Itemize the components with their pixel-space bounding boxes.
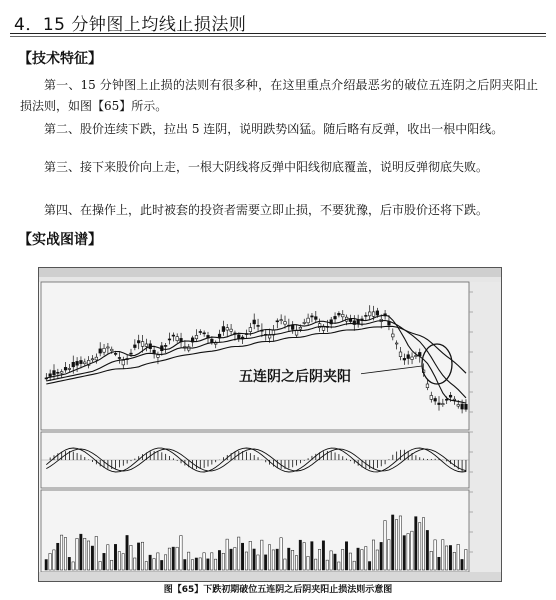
volume-bar <box>276 549 278 570</box>
volume-bar <box>453 552 455 570</box>
section-heading-tech: 【技术特征】 <box>18 51 102 67</box>
candle-body <box>110 349 113 351</box>
candle-body <box>164 345 167 346</box>
volume-bar <box>303 543 305 570</box>
candle-body <box>411 357 414 359</box>
paragraph-3: 第三、接下来股价向上走，一根大阴线将反弹中阳线彻底覆盖，说明反弹彻底失败。 <box>44 160 489 174</box>
volume-bar <box>341 549 343 570</box>
volume-bar <box>261 540 263 570</box>
candle-body <box>315 317 318 320</box>
candle-body <box>457 405 460 407</box>
title-rule-secondary <box>10 36 546 37</box>
volume-bar <box>264 555 266 570</box>
candle-body <box>118 357 121 358</box>
volume-bar <box>434 540 436 570</box>
volume-bar <box>164 555 166 570</box>
paragraph-1: 第一、15 分钟图上止损的法则有很多种，在这里重点介绍最恶劣的破位五连阴之后阴夹阳止损法则，如图【65】所示。 <box>20 78 538 113</box>
volume-bar <box>334 554 336 570</box>
volume-bar <box>268 545 270 570</box>
candle-body <box>214 343 217 344</box>
volume-bar <box>176 547 178 570</box>
volume-bar <box>249 541 251 570</box>
candle-body <box>57 372 60 373</box>
volume-bar <box>357 548 359 570</box>
candle-body <box>53 371 56 375</box>
volume-bar <box>353 561 355 570</box>
candle-body <box>157 355 160 357</box>
volume-bar <box>226 539 228 570</box>
candle-body <box>64 367 67 370</box>
candle-body <box>276 321 279 322</box>
volume-bar <box>130 545 132 570</box>
volume-bar <box>103 553 105 570</box>
candle-body <box>137 341 140 343</box>
volume-bar <box>172 547 174 570</box>
volume-bar <box>411 531 413 570</box>
volume-bar <box>141 542 143 570</box>
volume-bar <box>365 547 367 570</box>
annotation-leader <box>359 366 422 374</box>
volume-bar <box>442 540 444 570</box>
volume-bar <box>368 562 370 570</box>
volume-bar <box>426 530 428 570</box>
volume-bar <box>238 537 240 570</box>
candle-body <box>72 362 75 366</box>
volume-bar <box>168 548 170 570</box>
candle-body <box>438 403 441 405</box>
volume-bar <box>95 536 97 570</box>
chart-toolbar-lower <box>39 277 501 282</box>
volume-bar <box>403 536 405 570</box>
figure-caption: 图【65】下跌初期破位五连阴之后阴夹阳止损法则示意图 <box>163 585 393 595</box>
volume-bar <box>149 555 151 570</box>
candle-body <box>465 404 468 409</box>
candle-body <box>399 352 402 357</box>
volume-bar <box>107 545 109 570</box>
candle-body <box>168 339 171 340</box>
candle-body <box>153 350 156 353</box>
volume-bar <box>399 516 401 570</box>
candle-body <box>461 404 464 409</box>
candle-body <box>338 313 341 315</box>
title-rule <box>10 33 546 34</box>
volume-bar <box>241 543 243 570</box>
volume-bar <box>110 560 112 570</box>
volume-bar <box>126 535 128 570</box>
volume-bar <box>384 521 386 570</box>
volume-bar <box>230 549 232 570</box>
candle-body <box>253 320 256 324</box>
volume-bar <box>99 561 101 570</box>
candle-body <box>280 320 283 321</box>
volume-bar <box>449 545 451 570</box>
volume-bar <box>445 546 447 570</box>
candle-body <box>426 384 429 388</box>
page-title: 4．15 分钟图上均线止损法则 <box>14 15 247 35</box>
volume-bar <box>191 560 193 570</box>
candle-body <box>76 361 79 365</box>
volume-bar <box>203 553 205 570</box>
candle-body <box>130 353 133 354</box>
volume-bar <box>72 562 74 570</box>
volume-bar <box>184 559 186 570</box>
candle-body <box>145 344 148 346</box>
candle-body <box>376 311 379 315</box>
candle-body <box>226 328 229 330</box>
volume-bar <box>311 542 313 570</box>
volume-bar <box>195 558 197 570</box>
candle-body <box>395 343 398 344</box>
volume-bar <box>76 538 78 570</box>
volume-bar <box>214 559 216 570</box>
candle-body <box>203 333 206 334</box>
candle-body <box>249 328 252 332</box>
volume-bar <box>380 542 382 570</box>
stock-chart-svg <box>39 268 501 581</box>
volume-bars <box>45 515 467 570</box>
paragraph-2: 第二、股价连续下跌，拉出 5 连阴，说明跌势凶猛。随后略有反弹，收出一根中阳线。 <box>44 122 504 136</box>
candle-body <box>257 325 260 326</box>
candle-body <box>95 357 98 360</box>
candlestick-series <box>45 305 467 413</box>
volume-bar <box>326 560 328 570</box>
volume-bar <box>457 544 459 570</box>
volume-bar <box>211 553 213 570</box>
volume-bar <box>84 538 86 570</box>
candle-body <box>60 372 63 374</box>
candle-body <box>334 316 337 318</box>
candle-body <box>307 318 310 323</box>
volume-bar <box>322 541 324 570</box>
candle-body <box>407 355 410 359</box>
macd-series <box>41 448 469 472</box>
candle-body <box>449 395 452 397</box>
candle-body <box>453 399 456 400</box>
candle-body <box>84 362 87 364</box>
price-scale-panel <box>469 282 501 572</box>
volume-bar <box>60 535 62 570</box>
candle-body <box>91 359 94 360</box>
volume-bar <box>392 515 394 570</box>
volume-bar <box>338 562 340 570</box>
candle-body <box>430 395 433 399</box>
volume-bar <box>187 552 189 570</box>
volume-bar <box>199 558 201 570</box>
volume-bar <box>461 559 463 570</box>
candle-body <box>368 312 371 316</box>
volume-bar <box>376 550 378 570</box>
candle-body <box>311 316 314 317</box>
volume-bar <box>180 536 182 570</box>
volume-bar <box>207 559 209 570</box>
volume-bar <box>318 549 320 570</box>
volume-bar <box>91 546 93 570</box>
candle-body <box>99 349 102 353</box>
candle-body <box>445 399 448 400</box>
volume-bar <box>315 559 317 570</box>
volume-bar <box>388 540 390 570</box>
volume-bar <box>349 553 351 570</box>
volume-bar <box>465 549 467 570</box>
volume-bar <box>80 534 82 570</box>
candle-body <box>103 348 106 352</box>
volume-bar <box>361 550 363 570</box>
volume-bar <box>418 523 420 570</box>
volume-bar <box>253 549 255 570</box>
volume-bar <box>57 543 59 570</box>
volume-bar <box>407 534 409 570</box>
volume-bar <box>245 552 247 570</box>
candle-body <box>372 312 375 316</box>
candle-body <box>322 327 325 330</box>
candle-body <box>107 347 110 348</box>
annotation-label: 五连阴之后阴夹阳 <box>239 369 351 385</box>
stock-chart-figure <box>38 267 502 582</box>
volume-bar <box>122 554 124 570</box>
volume-bar <box>49 553 51 570</box>
candle-body <box>199 331 202 332</box>
candle-body <box>141 342 144 347</box>
volume-bar <box>291 550 293 570</box>
chart-status-bar <box>39 572 501 581</box>
volume-bar <box>284 559 286 570</box>
volume-bar <box>153 559 155 570</box>
volume-bar <box>272 550 274 570</box>
paragraph-4: 第四、在操作上，此时被套的投资者需要立即止损，不要犹豫，后市股价还将下跌。 <box>44 203 489 217</box>
volume-bar <box>134 558 136 570</box>
volume-bar <box>415 517 417 570</box>
candle-body <box>434 398 437 401</box>
candle-body <box>176 337 179 341</box>
volume-bar <box>118 552 120 570</box>
candle-body <box>365 315 368 316</box>
candle-body <box>415 356 418 357</box>
volume-bar <box>295 556 297 570</box>
candle-body <box>230 329 233 331</box>
volume-bar <box>257 555 259 570</box>
candle-body <box>284 322 287 325</box>
volume-bar <box>45 560 47 570</box>
volume-bar <box>222 553 224 570</box>
candle-body <box>392 334 395 337</box>
volume-bar <box>330 551 332 570</box>
chart-toolbar <box>39 268 501 277</box>
candle-body <box>222 327 225 332</box>
volume-bar <box>288 548 290 570</box>
volume-bar <box>280 538 282 570</box>
candle-body <box>172 335 175 336</box>
volume-bar <box>395 520 397 570</box>
volume-bar <box>430 551 432 570</box>
candle-body <box>80 360 83 363</box>
volume-bar <box>137 543 139 570</box>
volume-bar <box>299 540 301 570</box>
candle-body <box>195 335 198 338</box>
candle-body <box>299 327 302 329</box>
volume-bar <box>64 538 66 570</box>
volume-bar <box>87 541 89 570</box>
volume-bar <box>53 550 55 570</box>
volume-bar <box>422 518 424 570</box>
section-heading-practice: 【实战图谱】 <box>18 232 102 248</box>
candle-body <box>442 404 445 405</box>
volume-bar <box>307 556 309 570</box>
volume-bar <box>157 553 159 570</box>
candle-body <box>403 358 406 360</box>
volume-bar <box>114 544 116 570</box>
candle-body <box>49 374 52 377</box>
highlight-circle <box>422 344 452 384</box>
volume-bar <box>372 540 374 570</box>
volume-bar <box>161 560 163 570</box>
candle-body <box>303 322 306 323</box>
candle-body <box>134 345 137 348</box>
volume-bar <box>145 562 147 570</box>
candle-body <box>114 353 117 354</box>
candle-body <box>291 325 294 329</box>
volume-bar <box>68 557 70 570</box>
candle-body <box>268 335 271 338</box>
volume-bar <box>234 548 236 570</box>
volume-bar <box>345 542 347 570</box>
volume-bar <box>218 550 220 570</box>
candle-body <box>68 368 71 369</box>
candle-body <box>122 360 125 365</box>
candle-body <box>341 314 344 316</box>
volume-bar <box>438 557 440 570</box>
